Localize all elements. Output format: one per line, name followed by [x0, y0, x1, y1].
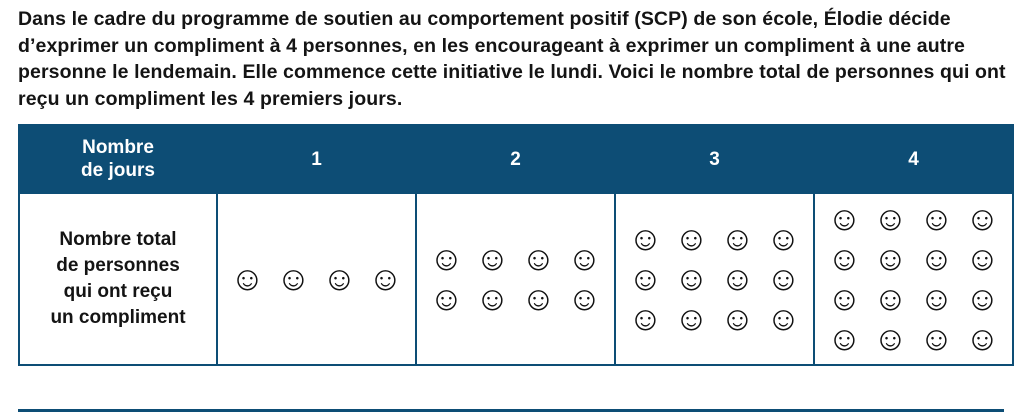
table-body — [19, 193, 1013, 365]
smiley-face-icon: ☺ — [827, 320, 862, 358]
cell-day-4 — [814, 193, 1013, 365]
header-cell-row-label — [19, 125, 217, 193]
smiley-face-icon: ☺ — [919, 320, 954, 358]
faces-group-day-3 — [616, 194, 813, 364]
compliment-table — [18, 124, 1014, 366]
smiley-face-icon: ☺ — [873, 320, 908, 358]
data-table-wrapper — [18, 124, 1008, 366]
smiley-face-icon: ☺ — [965, 240, 1000, 278]
smiley-face-icon: ☺ — [429, 240, 464, 278]
smiley-face-icon: ☺ — [766, 220, 801, 258]
faces-group-day-4 — [815, 194, 1012, 364]
smiley-face-icon: ☺ — [827, 280, 862, 318]
smiley-face-icon: ☺ — [720, 260, 755, 298]
smiley-face-icon: ☺ — [720, 220, 755, 258]
header-row-label-line1: Nombre — [82, 137, 154, 158]
faces-group-day-2 — [417, 194, 614, 364]
row-label-line1: Nombre total — [59, 229, 177, 250]
smiley-face-icon: ☺ — [720, 300, 755, 338]
cell-day-3 — [615, 193, 814, 365]
smiley-face-icon: ☺ — [567, 280, 602, 318]
smiley-face-icon: ☺ — [827, 240, 862, 278]
smiley-face-icon: ☺ — [674, 220, 709, 258]
cell-day-1 — [217, 193, 416, 365]
smiley-face-icon: ☺ — [674, 260, 709, 298]
cell-day-2 — [416, 193, 615, 365]
smiley-face-icon: ☺ — [429, 280, 464, 318]
smiley-face-icon: ☺ — [322, 260, 357, 298]
smiley-face-icon: ☺ — [873, 240, 908, 278]
smiley-face-icon: ☺ — [628, 220, 663, 258]
row-label-cell — [19, 193, 217, 365]
row-label-line4: un compliment — [50, 307, 186, 328]
table-head — [19, 125, 1013, 193]
header-cell-day-4: 4 — [814, 125, 1013, 193]
smiley-face-icon: ☺ — [475, 280, 510, 318]
smiley-face-icon: ☺ — [368, 260, 403, 298]
smiley-face-icon: ☺ — [919, 200, 954, 238]
smiley-face-icon: ☺ — [827, 200, 862, 238]
table-header-row — [19, 125, 1013, 193]
smiley-face-icon: ☺ — [628, 260, 663, 298]
intro-paragraph: Dans le cadre du programme de soutien au comportement positif (SCP) de son école, Élodie décide d’exprimer un compliment à 4 personnes, en les encourageant à exprimer un compliment à une autre personne le lendemain. Elle commence cette initiative le lundi. Voici le nombre total de personnes qui ont reçu un compliment les 4 premiers jours. — [18, 8, 1006, 110]
smiley-face-icon: ☺ — [521, 280, 556, 318]
header-cell-day-1: 1 — [217, 125, 416, 193]
smiley-face-icon: ☺ — [919, 240, 954, 278]
smiley-face-icon: ☺ — [674, 300, 709, 338]
smiley-face-icon: ☺ — [475, 240, 510, 278]
smiley-face-icon: ☺ — [230, 260, 265, 298]
table-row — [19, 193, 1013, 365]
smiley-face-icon: ☺ — [276, 260, 311, 298]
smiley-face-icon: ☺ — [919, 280, 954, 318]
faces-group-day-1 — [218, 194, 415, 364]
smiley-face-icon: ☺ — [965, 320, 1000, 358]
smiley-face-icon: ☺ — [766, 260, 801, 298]
smiley-face-icon: ☺ — [965, 280, 1000, 318]
row-label-line3: qui ont reçu — [63, 281, 173, 302]
smiley-face-icon: ☺ — [521, 240, 556, 278]
smiley-face-icon: ☺ — [766, 300, 801, 338]
header-cell-day-3: 3 — [615, 125, 814, 193]
smiley-face-icon: ☺ — [567, 240, 602, 278]
header-cell-day-2: 2 — [416, 125, 615, 193]
smiley-face-icon: ☺ — [873, 200, 908, 238]
row-label-line2: de personnes — [56, 255, 180, 276]
smiley-face-icon: ☺ — [873, 280, 908, 318]
smiley-face-icon: ☺ — [965, 200, 1000, 238]
bottom-rule-divider — [18, 409, 1004, 412]
smiley-face-icon: ☺ — [628, 300, 663, 338]
header-row-label-line2: de jours — [81, 160, 155, 181]
